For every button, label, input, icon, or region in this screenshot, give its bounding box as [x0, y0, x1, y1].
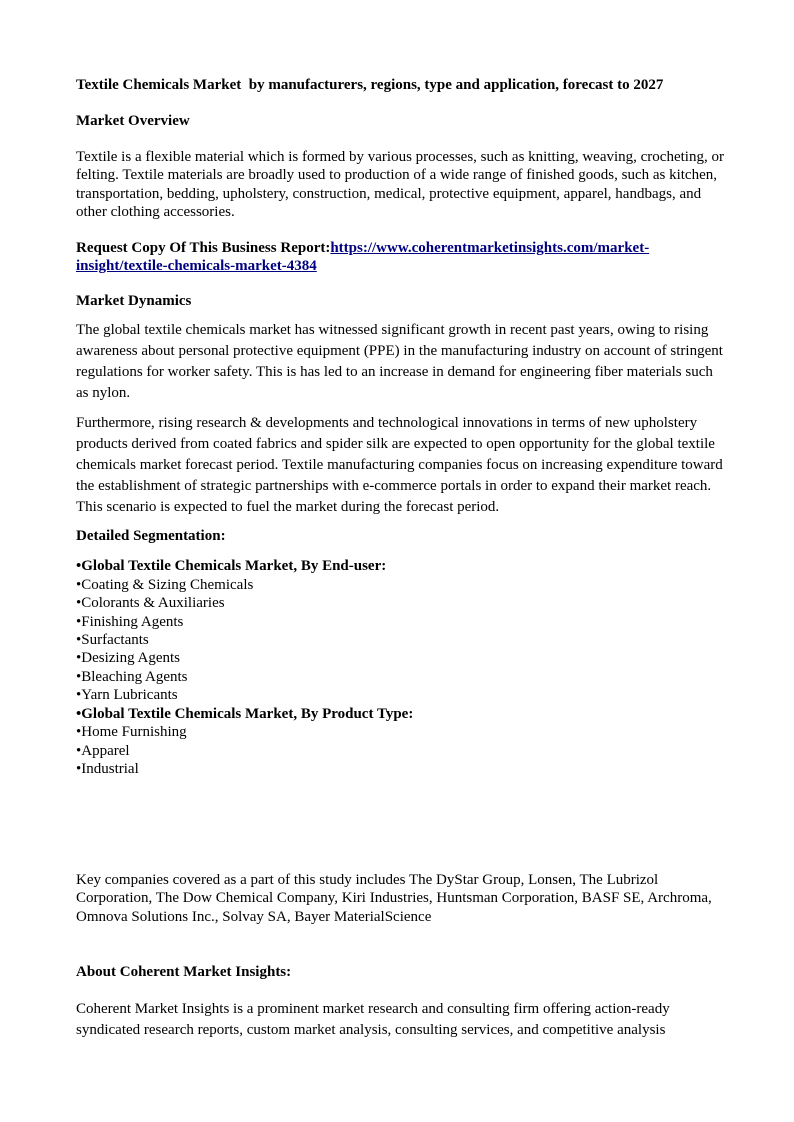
request-copy-label: Request Copy Of This Business Report:: [76, 239, 331, 256]
market-dynamics-heading: Market Dynamics: [76, 293, 192, 310]
list-item: •Finishing Agents: [76, 613, 184, 630]
list-item: •Surfactants: [76, 632, 149, 649]
market-overview-heading: Market Overview: [76, 113, 190, 129]
document-title: Textile Chemicals Market by manufacturers, regions, type and application, forecast to 2027: [76, 77, 664, 93]
market-dynamics-paragraph-1: The global textile chemicals market has witnessed significant growth in recent past years, owing to rising awareness about personal protective equipment (PPE) in the manufacturing industry on account of stringent regulations for worker safety. This is has led to an increase in demand for engineering fiber materials such as nylon.: [76, 322, 723, 402]
document-page: [76, 76, 726, 1038]
market-overview-text: Textile is a flexible material which is formed by various processes, such as knitting, weaving, crocheting, or felting. Textile materials are broadly used to production of a wide range of finished goods, such as kitchen, transportation, bedding, upholstery, construction, medical, protective equipment, apparel, handbags, and other clothing accessories.: [76, 149, 724, 221]
segmentation-list: [76, 557, 726, 778]
about-text: Coherent Market Insights is a prominent market research and consulting firm offering action-ready syndicated research reports, custom market analysis, consulting services, and competitive analysis: [76, 1001, 670, 1038]
about-heading: About Coherent Market Insights:: [76, 964, 292, 980]
product-type-heading: •Global Textile Chemicals Market, By Product Type:: [76, 705, 414, 722]
segmentation-heading: Detailed Segmentation:: [76, 528, 226, 545]
report-link[interactable]: https://www.coherentmarketinsights.com/market-insight/textile-chemicals-market-4384: [76, 239, 650, 275]
request-copy: [76, 239, 726, 276]
list-item: •Home Furnishing: [76, 724, 187, 741]
list-item: •Colorants & Auxiliaries: [76, 595, 225, 612]
list-item: •Yarn Lubricants: [76, 687, 178, 704]
list-item: •Apparel: [76, 742, 130, 759]
end-user-heading: •Global Textile Chemicals Market, By End-user:: [76, 558, 387, 575]
key-companies-text: Key companies covered as a part of this study includes The DyStar Group, Lonsen, The Lubrizol Corporation, The Dow Chemical Company, Kiri Industries, Huntsman Corporation, BASF SE, Archroma, Omnova Solutions Inc., Solvay SA, Bayer MaterialScience: [76, 872, 712, 925]
list-item: •Bleaching Agents: [76, 668, 188, 685]
list-item: •Industrial: [76, 760, 139, 777]
list-item: •Desizing Agents: [76, 650, 180, 667]
list-item: •Coating & Sizing Chemicals: [76, 576, 254, 593]
market-dynamics-paragraph-2: Furthermore, rising research & developments and technological innovations in terms of new upholstery products derived from coated fabrics and spider silk are expected to open opportunity for the global textile chemicals market forecast period. Textile manufacturing companies focus on increasing expenditure toward the establishment of strategic partnerships with e-commerce portals in order to expand their market reach. This scenario is expected to fuel the market during the forecast period.: [76, 415, 723, 516]
